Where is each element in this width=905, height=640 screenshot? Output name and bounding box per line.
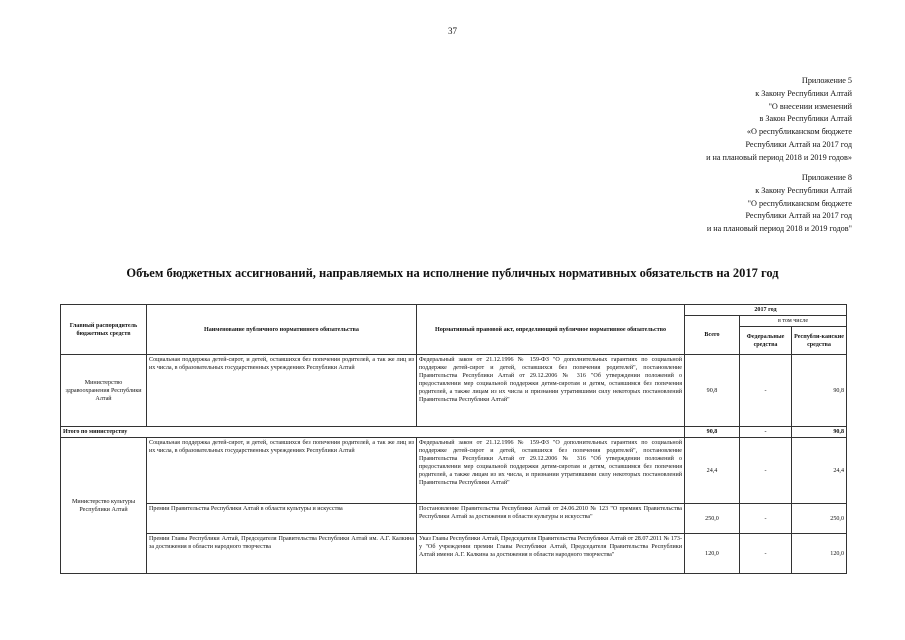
subtotal-federal: -	[740, 427, 792, 438]
republican-cell: 90,8	[792, 355, 847, 427]
federal-cell: -	[740, 355, 792, 427]
header-total: Всего	[685, 316, 740, 355]
header-distributor: Главный распорядитель бюджетных средств	[61, 305, 147, 355]
obligation-cell: Социальная поддержка детей-сирот, и детей, оставшихся без попечения родителей, а так же лиц из их числа, в образовательных государственных учреждениях Республики Алтай	[147, 355, 417, 427]
header-year: 2017 год	[685, 305, 847, 316]
appendix-8-line: к Закону Республики Алтай	[755, 185, 852, 195]
total-cell: 90,8	[685, 355, 740, 427]
distributor-cell: Министерство здравоохранения Республики Алтай	[61, 355, 147, 427]
appendix-5-line: к Закону Республики Алтай	[755, 88, 852, 98]
appendix-5-block	[706, 75, 852, 165]
obligation-cell: Социальная поддержка детей-сирот, и детей, оставшихся без попечения родителей, а так же лиц из их числа, в образовательных государственных учреждениях Республики Алтай	[147, 438, 417, 504]
appendix-8-block	[707, 172, 852, 236]
subtotal-label: Итого по министерству	[61, 427, 685, 438]
republican-cell: 24,4	[792, 438, 847, 504]
table-row	[61, 438, 847, 504]
header-including: в том числе	[740, 316, 847, 327]
header-act: Нормативный правовой акт, определяющий публичное нормативное обязательство	[417, 305, 685, 355]
budget-table	[60, 304, 847, 574]
federal-cell: -	[740, 504, 792, 534]
subtotal-row	[61, 427, 847, 438]
act-cell: Указ Главы Республики Алтай, Председателя Правительства Республики Алтай от 28.07.2011 № 173-у "Об учреждении премии Главы Республики Алтай, Председателя Правительства Республики Алтай имени А.Г. Калкина за достижения в области народного творчества"	[417, 534, 685, 574]
appendix-5-line: и на плановый период 2018 и 2019 годов»	[706, 152, 852, 162]
act-cell: Федеральный закон от 21.12.1996 № 159-ФЗ "О дополнительных гарантиях по социальной поддержке детей-сирот и детей, оставшихся без попечения родителей", постановление Правительства Республики Алтай от 29.12.2006 № 316 "Об утверждении положений о предоставлении мер социальной поддержки детям-сиротам и детям, оставшимся без попечения родителей, а также лицам из их числа и признании утратившими силу некоторых постановлений Правительства Республики Алтай"	[417, 355, 685, 427]
table-row	[61, 534, 847, 574]
appendix-5-line: Приложение 5	[801, 76, 852, 85]
appendix-5-line: «О республиканском бюджете	[746, 127, 852, 137]
total-cell: 120,0	[685, 534, 740, 574]
appendix-8-line: Республики Алтай на 2017 год	[745, 211, 852, 221]
total-cell: 24,4	[685, 438, 740, 504]
table-row	[61, 504, 847, 534]
appendix-5-line: Республики Алтай на 2017 год	[745, 139, 852, 149]
subtotal-republican: 90,8	[792, 427, 847, 438]
table-row	[61, 355, 847, 427]
header-obligation: Наименование публичного нормативного обязательства	[147, 305, 417, 355]
act-cell: Федеральный закон от 21.12.1996 № 159-ФЗ "О дополнительных гарантиях по социальной поддержке детей-сирот и детей, оставшихся без попечения родителей", постановление Правительства Республики Алтай от 29.12.2006 № 316 "Об утверждении положений о предоставлении мер социальной поддержки детям-сиротам и детям, оставшимся без попечения родителей, а также лицам из их числа, и признании утратившими силу некоторых постановлений Правительства Республики Алтай"	[417, 438, 685, 504]
header-republican: Республи-канские средства	[792, 327, 847, 355]
appendix-8-line: и на плановый период 2018 и 2019 годов"	[706, 224, 852, 234]
distributor-cell: Министерство культуры Республики Алтай	[61, 438, 147, 574]
obligation-cell: Премии Правительства Республики Алтай в области культуры и искусства	[147, 504, 417, 534]
appendix-5-line: в Закон Республики Алтай	[759, 114, 852, 124]
act-cell: Постановление Правительства Республики Алтай от 24.06.2010 № 123 "О премиях Правительства Республики Алтай за достижения в области культуры и искусства"	[417, 504, 685, 534]
subtotal-total: 90,8	[685, 427, 740, 438]
document-title: Объем бюджетных ассигнований, направляемых на исполнение публичных нормативных обязательств на 2017 год	[126, 266, 779, 280]
federal-cell: -	[740, 534, 792, 574]
page-number: 37	[448, 26, 457, 36]
obligation-cell: Премии Главы Республики Алтай, Председателя Правительства Республики Алтай им. А.Г. Калкина за достижения в области народного творчества	[147, 534, 417, 574]
appendix-8-line: Приложение 8	[801, 173, 852, 182]
federal-cell: -	[740, 438, 792, 504]
appendix-5-line: "О внесении изменений	[768, 101, 852, 111]
republican-cell: 250,0	[792, 504, 847, 534]
appendix-8-line: "О республиканском бюджете	[747, 198, 852, 208]
header-federal: Федеральные средства	[740, 327, 792, 355]
republican-cell: 120,0	[792, 534, 847, 574]
total-cell: 250,0	[685, 504, 740, 534]
